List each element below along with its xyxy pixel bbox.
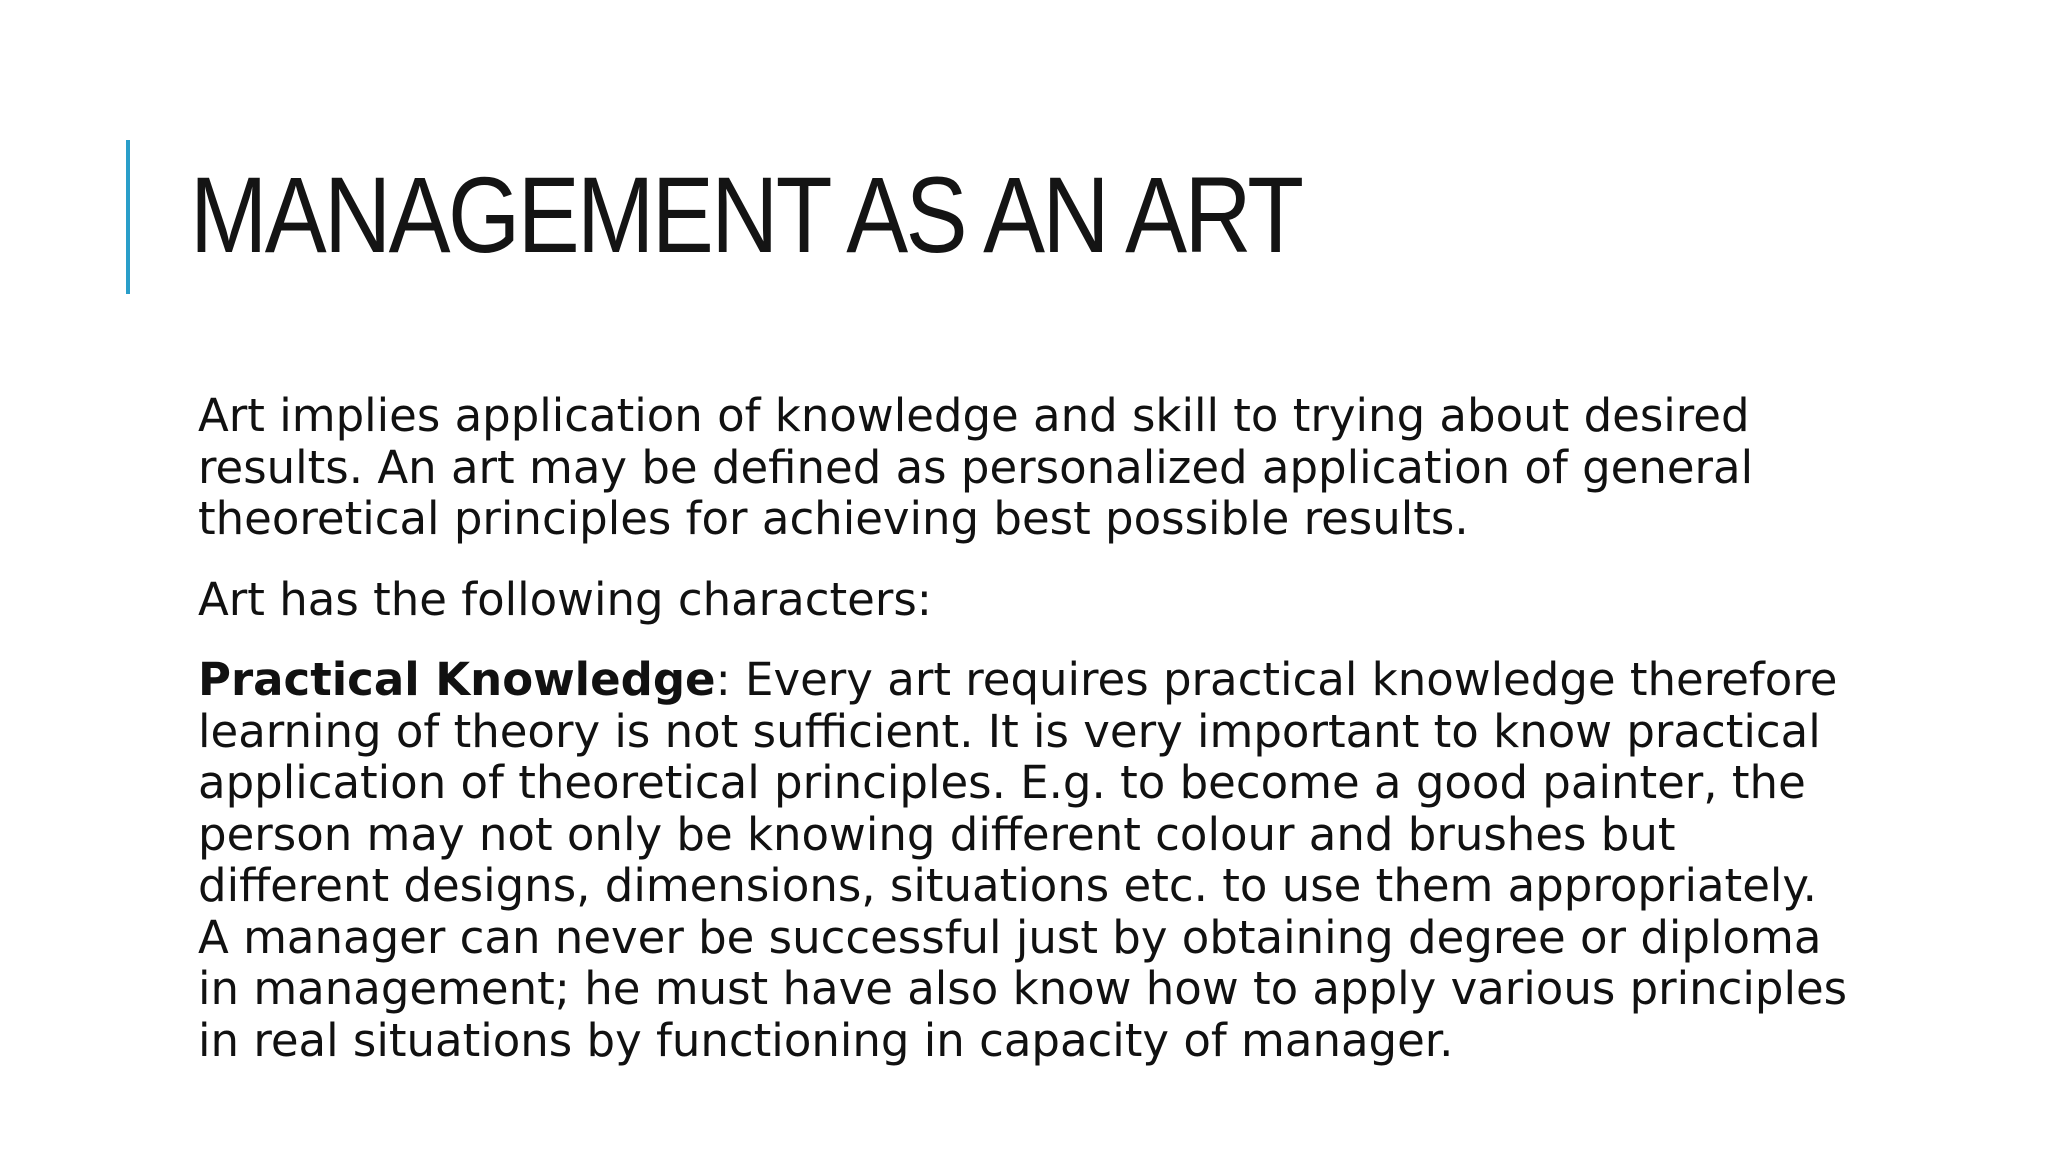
practical-knowledge-separator: : bbox=[715, 653, 731, 706]
paragraph-definition: Art implies application of knowledge and skill to trying about desired results. An art may be defined as personalized application of general theoretical principles for achieving best possible results. bbox=[198, 389, 1754, 545]
slide-title: MANAGEMENT AS AN ART bbox=[190, 154, 1302, 275]
practical-knowledge-term: Practical Knowledge bbox=[198, 653, 716, 706]
practical-knowledge-text: Every art requires practical knowledge therefore learning of theory is not sufficient. It is very important to know practical application of theoretical principles. E.g. to become a good painter, the person may not only be knowing different colour and brushes but different designs, dimensions, situations etc. to use them appropriately. A manager can never be successful just by obtaining degree or diploma in management; he must have also know how to apply various principles in real situations by functioning in capacity of manager. bbox=[198, 653, 1848, 1067]
paragraph-practical-knowledge bbox=[198, 654, 1848, 1066]
title-accent-bar bbox=[126, 140, 130, 294]
paragraph-characters-intro: Art has the following characters: bbox=[198, 572, 932, 626]
slide-body bbox=[198, 390, 1848, 1066]
